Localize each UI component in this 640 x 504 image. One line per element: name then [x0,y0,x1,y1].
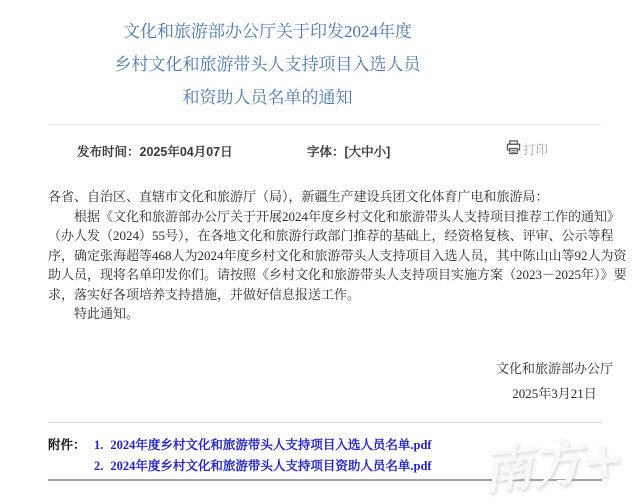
attachment-link-1[interactable] [94,435,432,456]
separator-top [48,124,602,125]
printer-icon [506,140,521,158]
attachments-section [48,435,632,477]
nanfang-plus-watermark: 南方+ [479,427,628,502]
attachments-label: 附件： [48,437,86,452]
page-title-line1: 文化和旅游部办公厅关于印发2024年度 [123,22,412,41]
salutation: 各省、自治区、直辖市文化和旅游厅（局），新疆生产建设兵团文化体育广电和旅游局： [48,189,549,204]
page-title-line3: 和资助人员名单的通知 [182,88,353,107]
separator-bottom [48,479,602,481]
separator-attachments [48,422,602,423]
font-size-label: 字体： [307,145,345,159]
notice-body [48,187,632,324]
signature-block [0,356,613,406]
attachment-number: 1. [94,437,104,452]
body-paragraph: 根据《文化和旅游部办公厅关于开展2024年度乡村文化和旅游带头人支持项目推荐工作的通知》（办人发（2024）55号），在各地文化和旅游行政部门推荐的基础上，经资格复核、评审、公示等程序，确定张海超等468人为2024年度乡村文化和旅游带头人支持项目入选人员，其中陈山山等92人为资助人员，现将名单印发你们。请按照《乡村文化和旅游带头人支持项目实施方案（2023－2025年）》要求，落实好各项培养支持措施，并做好信息报送工作。 [48,208,627,302]
attachment-link-2[interactable] [94,456,432,477]
publish-time [77,142,233,160]
page-title-line2: 乡村文化和旅游带头人支持项目入选人员 [114,55,421,74]
print-button[interactable] [506,140,548,158]
publish-time-value: 2025年04月07日 [139,145,233,159]
attachments-list [94,435,432,477]
page-title [0,15,535,114]
attachment-link-label: 2024年度乡村文化和旅游带头人支持项目资助人员名单.pdf [110,458,432,473]
font-size-control [307,142,390,160]
attachment-number: 2. [94,458,104,473]
font-size-options[interactable]: [大中小] [344,145,391,159]
print-label: 打印 [523,143,549,157]
publish-time-label: 发布时间： [77,145,140,159]
attachment-link-label: 2024年度乡村文化和旅游带头人支持项目入选人员名单.pdf [110,437,432,452]
closing-line: 特此通知。 [74,306,140,321]
meta-bar [0,139,640,159]
signature-date: 2025年3月21日 [512,385,597,401]
signature-org: 文化和旅游部办公厅 [495,360,613,376]
